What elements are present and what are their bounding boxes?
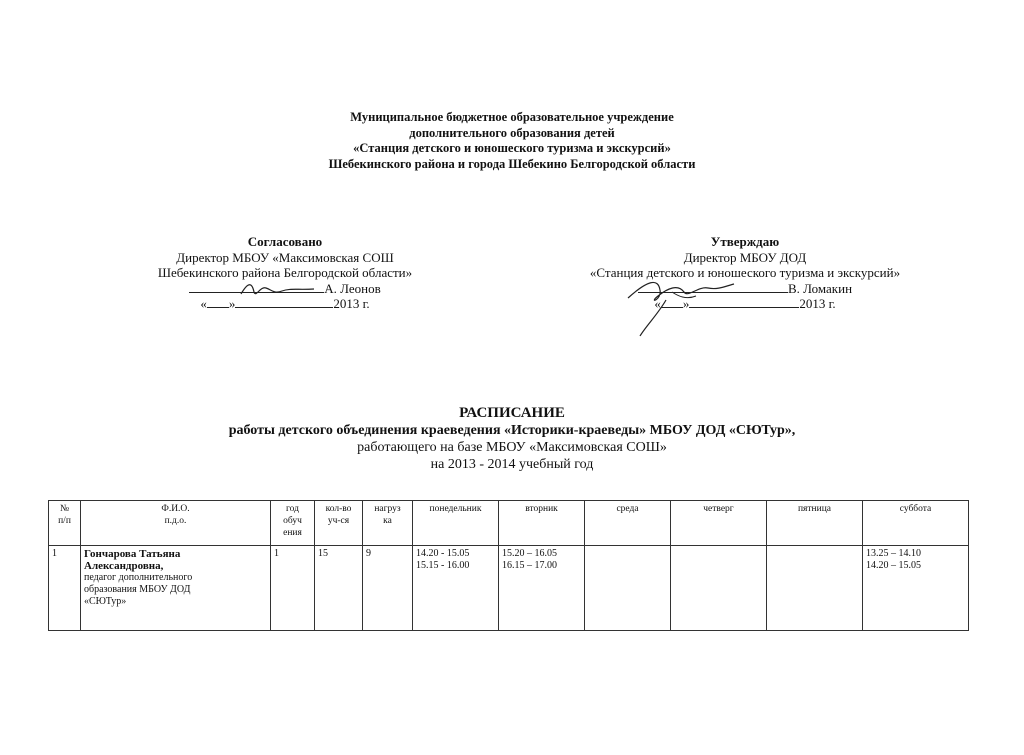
cell-tuesday (499, 546, 585, 631)
date-quote-open: « (654, 296, 661, 311)
schedule-heading: РАСПИСАНИЕ (459, 405, 565, 421)
cell-fio (81, 546, 271, 631)
day-underline (207, 296, 229, 308)
teacher-name-line-1: Гончарова Татьяна (84, 548, 181, 560)
date-quote-open: « (200, 296, 207, 311)
teacher-name-line-2: Александровна, (84, 560, 164, 572)
agreed-line-1: Директор МБОУ «Максимовская СОШ (176, 249, 394, 265)
agreed-signer: А. Леонов (324, 280, 381, 296)
cell-monday (413, 546, 499, 631)
col-header-fio: Ф.И.О. п.д.о. (81, 501, 271, 546)
col-header-load: нагруз ка (363, 501, 413, 546)
teacher-position-line-1: педагог дополнительного (84, 572, 193, 583)
col-header-saturday: суббота (863, 501, 969, 546)
monday-slot-1: 14.20 - 15.05 (416, 548, 470, 559)
monday-slot-2: 15.15 - 16.00 (416, 560, 470, 571)
cell-thursday (671, 546, 767, 631)
schedule-table (48, 500, 969, 631)
col-header-wednesday: среда (585, 501, 671, 546)
agreed-date-year: 2013 г. (333, 296, 370, 311)
header-line-4: Шебекинского района и города Шебекино Белгородской области (328, 156, 696, 171)
cell-study-year: 1 (271, 546, 315, 631)
table-row (49, 546, 969, 631)
cell-saturday (863, 546, 969, 631)
header-line-3: «Станция детского и юношеского туризма и экскурсий» (353, 141, 671, 155)
cell-number: 1 (49, 546, 81, 631)
institution-header (0, 110, 1024, 172)
cell-friday (767, 546, 863, 631)
header-line-2: дополнительного образования детей (409, 125, 615, 140)
schedule-title (0, 405, 1024, 473)
cell-wednesday (585, 546, 671, 631)
tuesday-slot-2: 16.15 – 17.00 (502, 560, 557, 571)
teacher-position-line-3: «СЮТур» (84, 596, 127, 607)
col-header-student-count: кол-во уч-ся (315, 501, 363, 546)
saturday-slot-2: 14.20 – 15.05 (866, 560, 921, 571)
teacher-position-line-2: образования МБОУ ДОД (84, 584, 191, 595)
approved-title: Утверждаю (710, 234, 780, 249)
schedule-year: на 2013 - 2014 учебный год (430, 457, 594, 472)
col-header-study-year: год обуч ения (271, 501, 315, 546)
schedule-base: работающего на базе МБОУ «Максимовская СОШ» (357, 440, 667, 455)
date-quote-close: » (682, 296, 690, 311)
header-line-1: Муниципальное бюджетное образовательное учреждение (350, 110, 674, 124)
approval-block-right (555, 234, 935, 312)
approved-date-line (555, 296, 935, 312)
agreed-line-2: Шебекинского района Белгородской области» (157, 265, 413, 280)
cell-student-count: 15 (315, 546, 363, 631)
approved-signer: В. Ломакин (787, 280, 853, 296)
approved-signature-line (555, 281, 935, 297)
col-header-friday: пятница (767, 501, 863, 546)
signature-lomakin (618, 270, 738, 340)
cell-load: 9 (363, 546, 413, 631)
date-quote-close: » (228, 296, 236, 311)
signature-leonov (238, 278, 318, 300)
col-header-tuesday: вторник (499, 501, 585, 546)
col-header-monday: понедельник (413, 501, 499, 546)
schedule-subheading: работы детского объединения краеведения «Историки-краеведы» МБОУ ДОД «СЮТур», (228, 423, 796, 438)
saturday-slot-1: 13.25 – 14.10 (866, 548, 921, 559)
col-header-thursday: четверг (671, 501, 767, 546)
approved-line-2: «Станция детского и юношеского туризма и экскурсий» (589, 265, 901, 280)
table-header-row (49, 501, 969, 546)
tuesday-slot-1: 15.20 – 16.05 (502, 548, 557, 559)
approved-date-year: 2013 г. (799, 296, 836, 311)
col-header-number: № п/п (49, 501, 81, 546)
approved-line-1: Директор МБОУ ДОД (683, 249, 807, 265)
agreed-title: Согласовано (247, 234, 323, 249)
